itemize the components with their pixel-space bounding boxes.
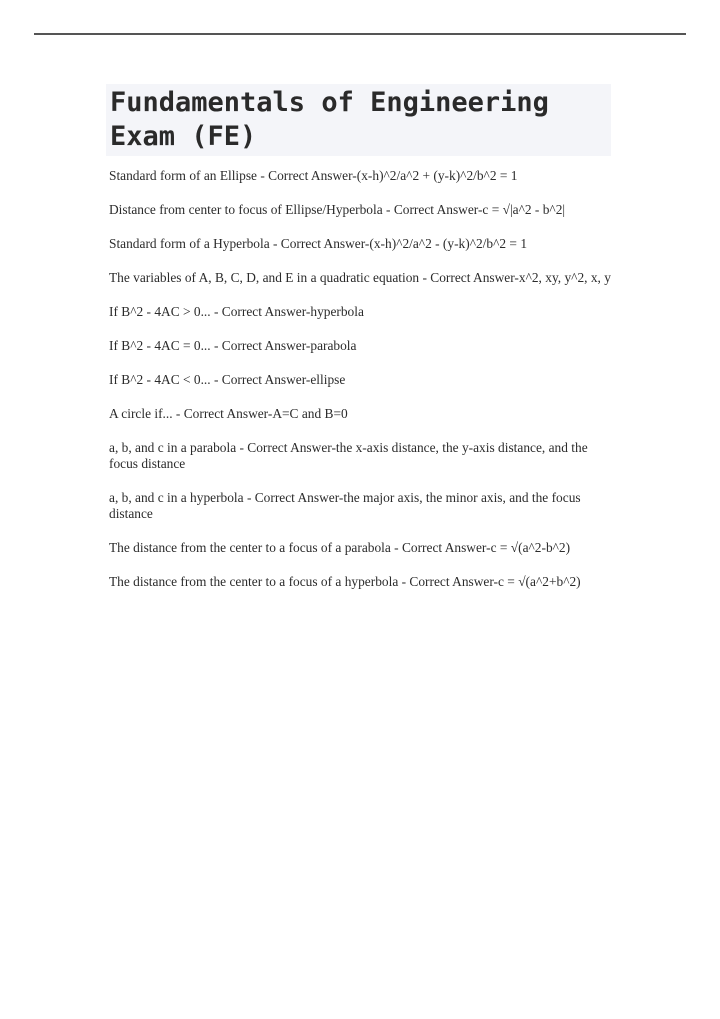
title-block <box>106 84 611 156</box>
header-rule <box>34 33 686 35</box>
qa-item-circle-condition: A circle if... - Correct Answer-A=C and B=0 <box>109 406 348 421</box>
qa-item-hyperbola-focus: The distance from the center to a focus of a hyperbola - Correct Answer-c = √(a^2+b^2) <box>109 574 581 589</box>
qa-item-discriminant-positive: If B^2 - 4AC > 0... - Correct Answer-hyperbola <box>109 304 364 319</box>
qa-item-focus-distance: Distance from center to focus of Ellipse/Hyperbola - Correct Answer-c = √|a^2 - b^2| <box>109 202 566 217</box>
qa-item-hyperbola-standard-form: Standard form of a Hyperbola - Correct Answer-(x-h)^2/a^2 - (y-k)^2/b^2 = 1 <box>109 236 528 251</box>
qa-item-discriminant-negative: If B^2 - 4AC < 0... - Correct Answer-ellipse <box>109 372 346 387</box>
qa-item-parabola-abc: a, b, and c in a parabola - Correct Answer-the x-axis distance, the y-axis distance, and the focus distance <box>109 440 588 471</box>
qa-list <box>109 168 614 608</box>
qa-item-ellipse-standard-form: Standard form of an Ellipse - Correct Answer-(x-h)^2/a^2 + (y-k)^2/b^2 = 1 <box>109 168 518 183</box>
qa-item-quadratic-variables: The variables of A, B, C, D, and E in a quadratic equation - Correct Answer-x^2, xy, y^2, x, y <box>109 270 611 285</box>
qa-item-parabola-focus: The distance from the center to a focus of a parabola - Correct Answer-c = √(a^2-b^2) <box>109 540 571 555</box>
qa-item-hyperbola-abc: a, b, and c in a hyperbola - Correct Answer-the major axis, the minor axis, and the focus distance <box>109 490 581 521</box>
page-title: Fundamentals of Engineering Exam (FE) <box>110 87 549 152</box>
qa-item-discriminant-zero: If B^2 - 4AC = 0... - Correct Answer-parabola <box>109 338 357 353</box>
